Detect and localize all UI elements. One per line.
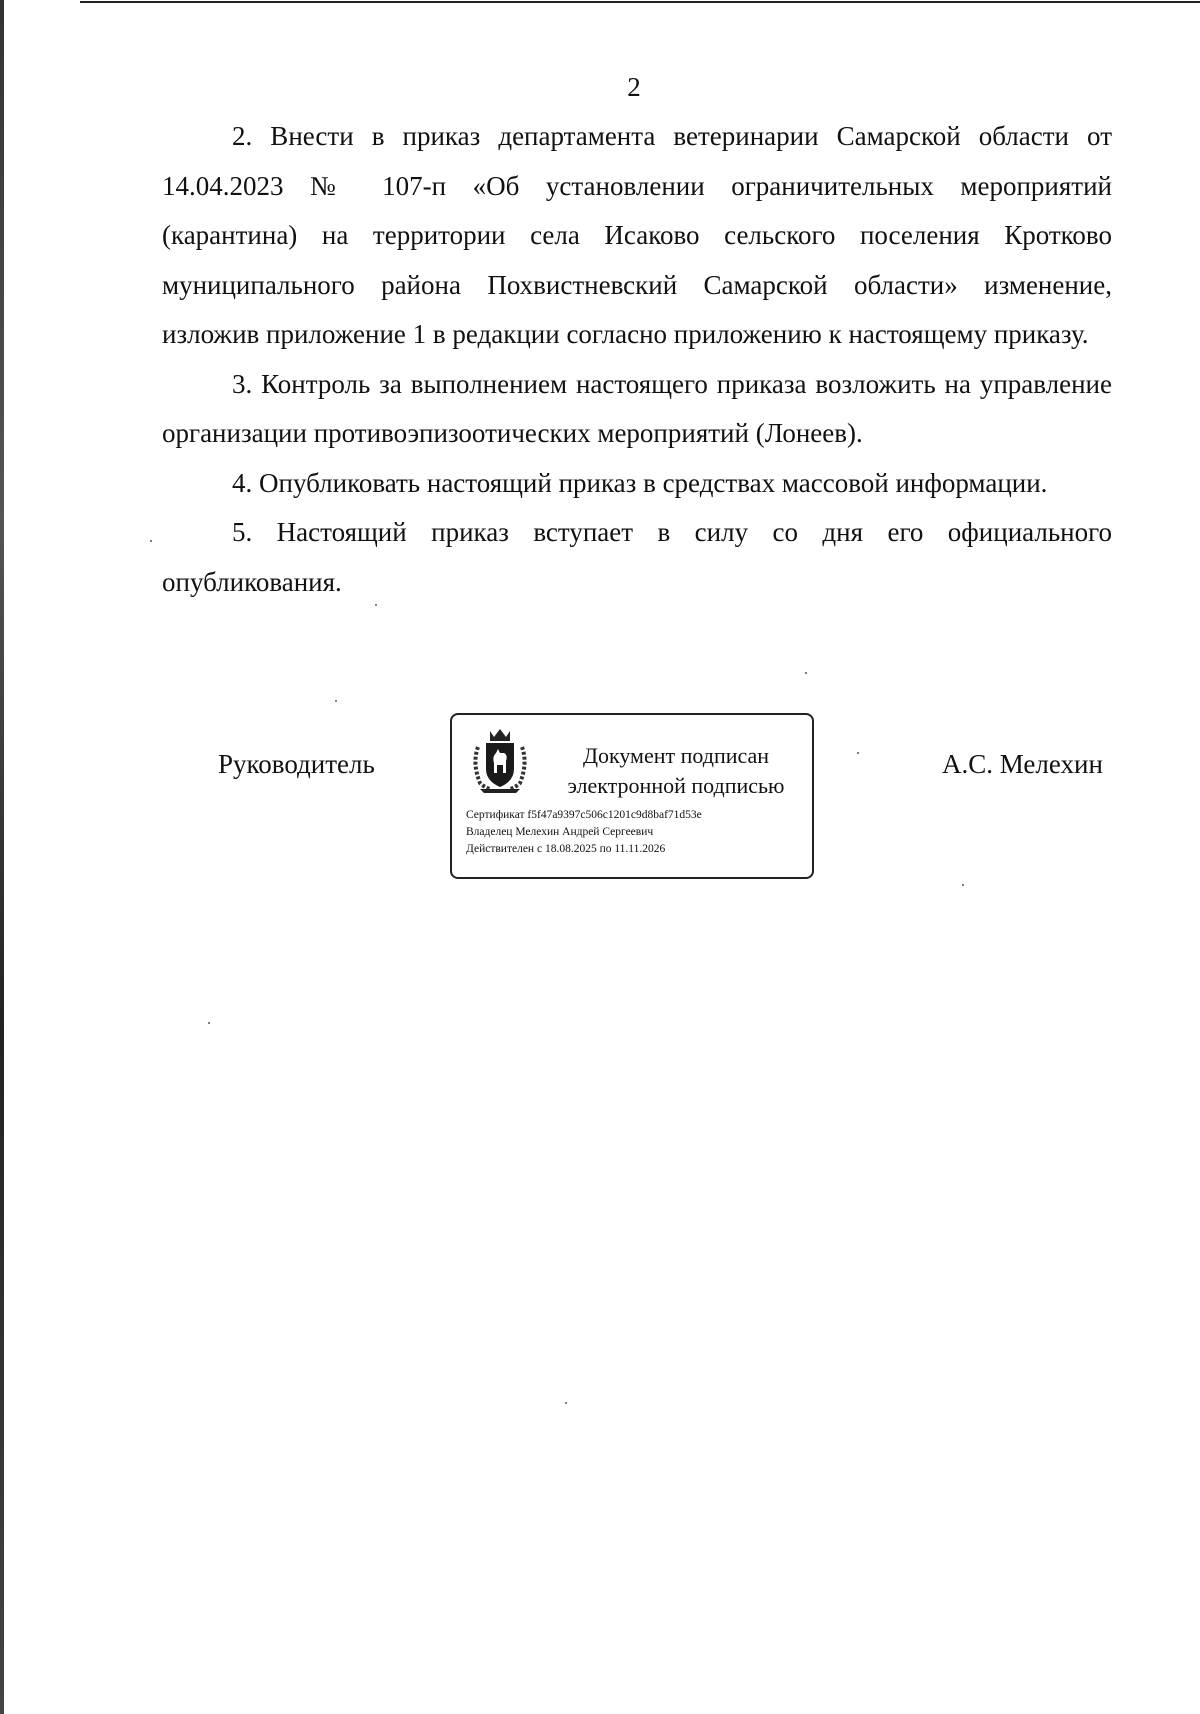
scan-speck [805, 672, 807, 674]
scan-speck [375, 604, 377, 606]
stamp-owner: Владелец Мелехин Андрей Сергеевич [466, 826, 654, 838]
stamp-details [466, 807, 806, 858]
stamp-certificate: Сертификат f5f47a9397c506c1201c9d8baf71d53e [466, 809, 702, 821]
top-scan-edge [80, 1, 1200, 3]
signer-position: Руководитель [218, 749, 375, 779]
stamp-heading [548, 741, 804, 801]
scan-speck [565, 1402, 567, 1404]
order-body [162, 112, 1112, 607]
page-number: 2 [627, 72, 641, 102]
scan-speck [857, 752, 859, 754]
scan-speck [208, 1022, 210, 1024]
scan-speck [150, 540, 152, 542]
signer-name: А.С. Мелехин [942, 749, 1103, 779]
paragraph-5: 5. Настоящий приказ вступает в силу со дня его официального опубликования. [162, 517, 1112, 597]
signature-block [0, 713, 1200, 893]
stamp-heading-line-2: электронной подписью [567, 773, 785, 798]
stamp-heading-line-1: Документ подписан [582, 743, 770, 768]
scan-speck [335, 700, 337, 702]
scan-speck [962, 884, 964, 886]
paragraph-2: 2. Внести в приказ департамента ветеринарии Самарской области от 14.04.2023 № 107-п «Об установлении ограничительных мероприятий (карантина) на территории села Исаково сельского поселения Кротково муниципального района Похвистневский Самарской области» изменение, изложив приложение 1 в редакции согласно приложению к настоящему приказу. [162, 121, 1112, 349]
paragraph-3: 3. Контроль за выполнением настоящего приказа возложить на управление организации противоэпизоотических мероприятий (Лонеев). [162, 368, 1112, 448]
paragraph-4: 4. Опубликовать настоящий приказ в средствах массовой информации. [232, 467, 1048, 498]
stamp-validity: Действителен с 18.08.2025 по 11.11.2026 [466, 843, 666, 855]
electronic-signature-stamp [450, 713, 814, 879]
samara-coat-of-arms-icon [468, 725, 532, 795]
